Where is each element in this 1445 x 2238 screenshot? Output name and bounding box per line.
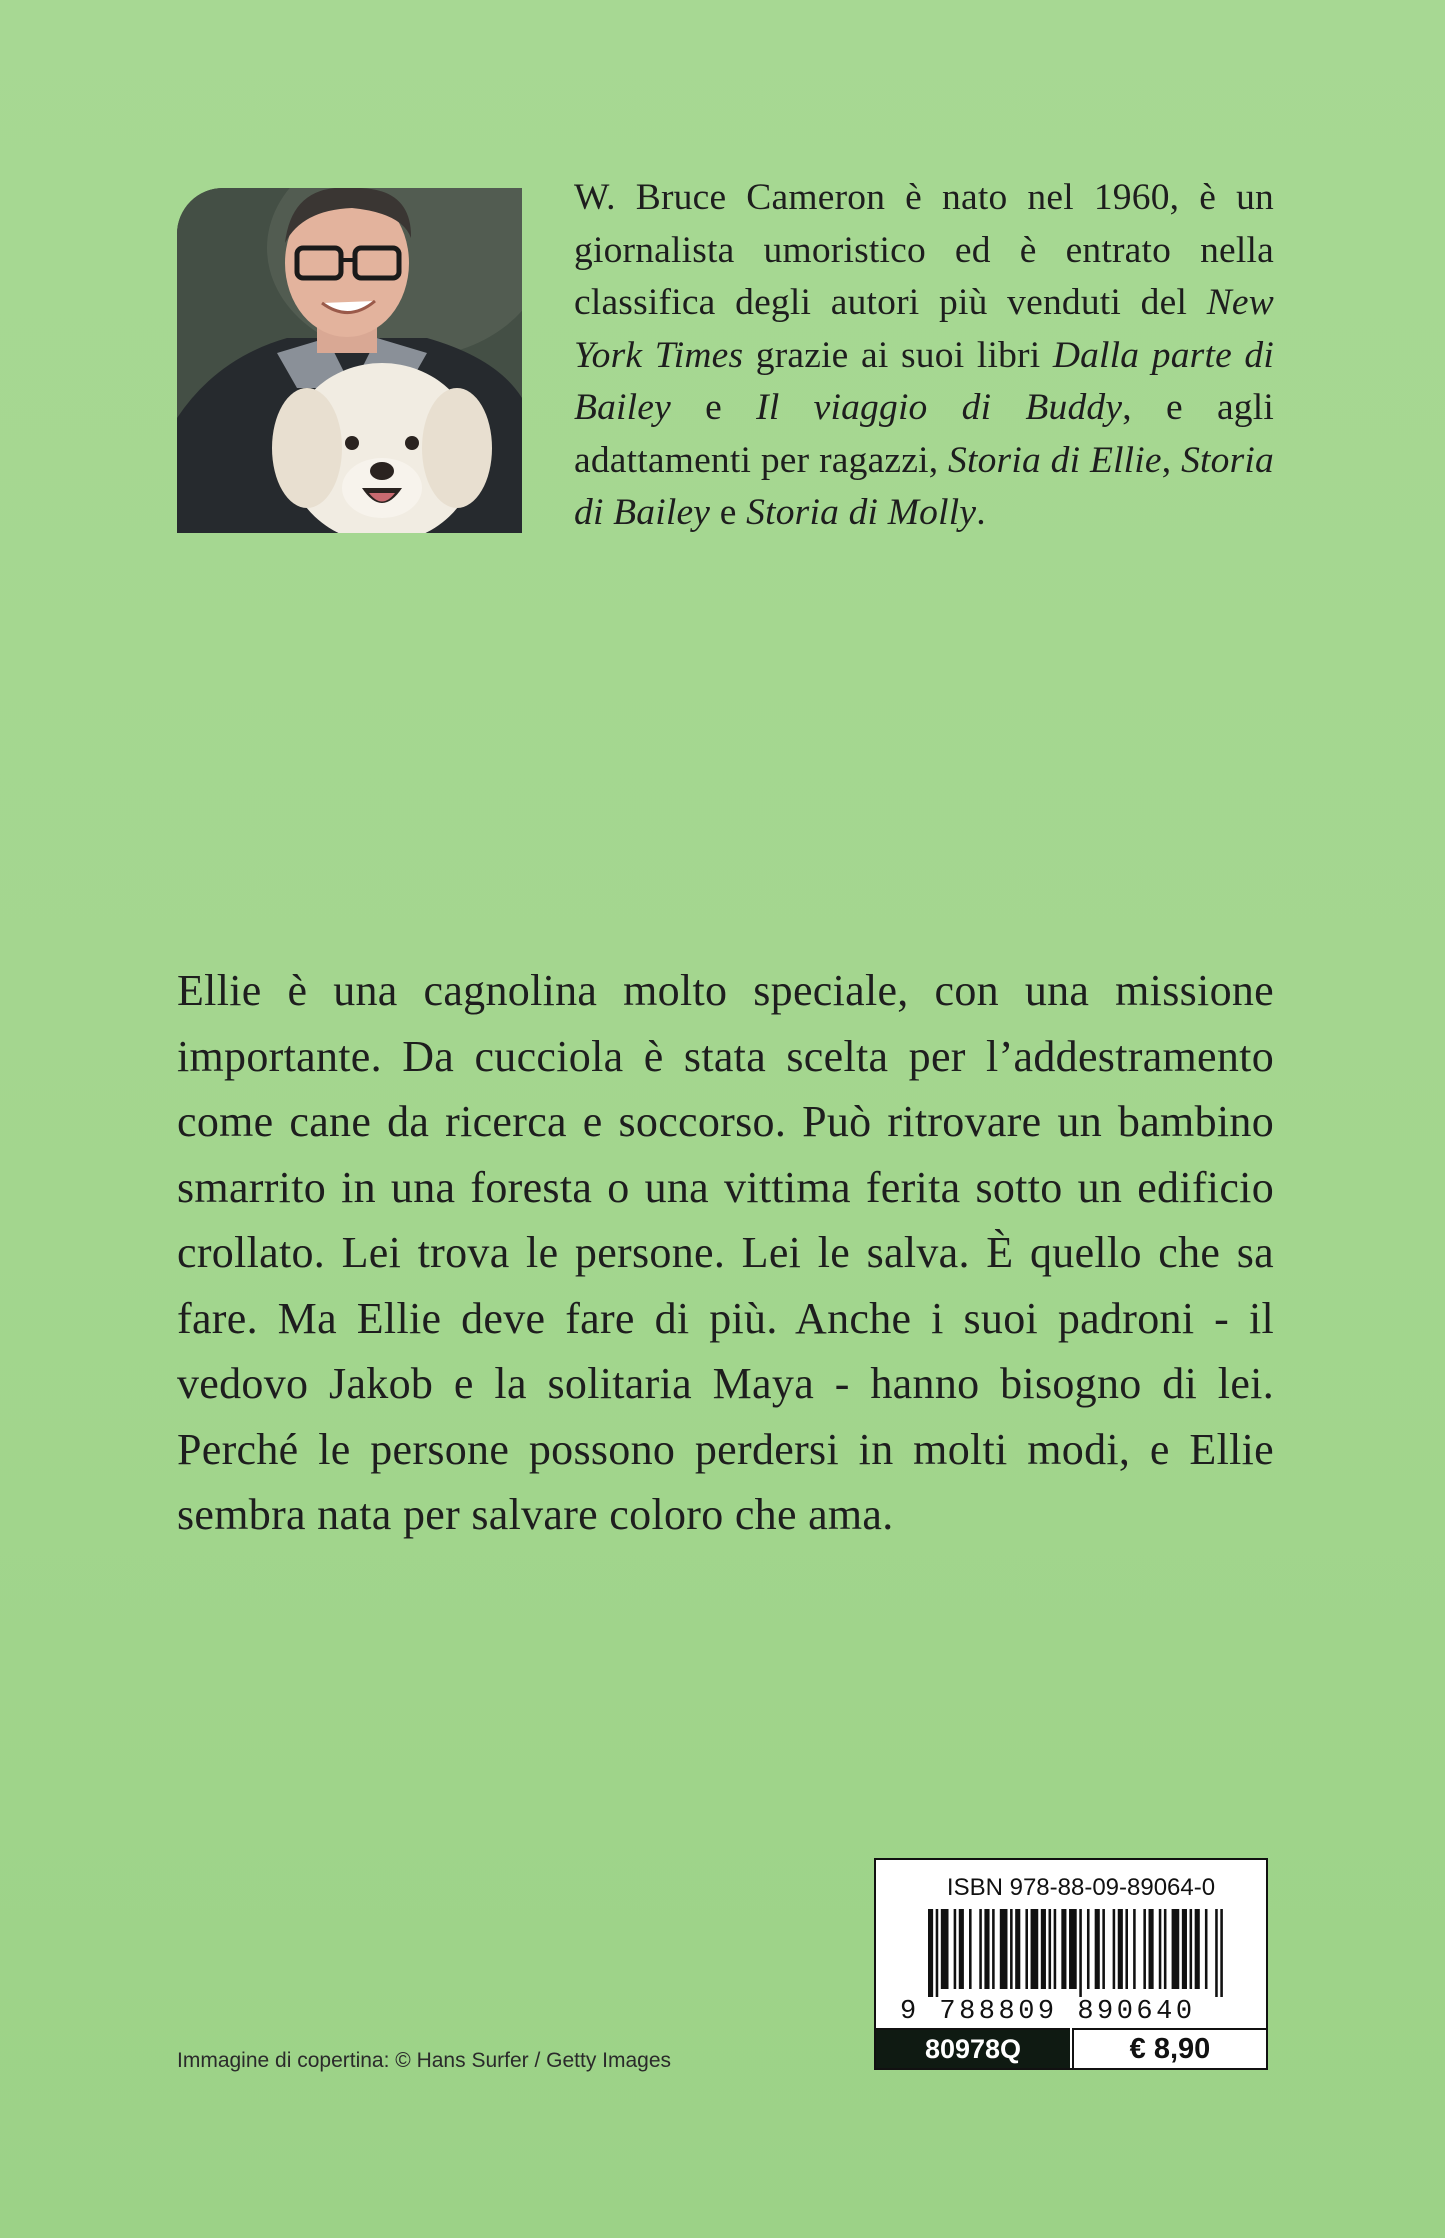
barcode-digits: 9 788809 890640: [900, 1997, 1196, 2027]
cover-image-credit: Immagine di copertina: © Hans Surfer / Getty Images: [177, 2049, 672, 2072]
isbn-label: ISBN 978-88-09-89064-0: [946, 1874, 1216, 1901]
author-photo: [177, 188, 522, 533]
author-bio: W. Bruce Cameron è nato nel 1960, è un giornalista umoristico ed è entrato nella classifica degli autori più venduti del New York Times grazie ai suoi libri Dalla parte di Bailey e Il viaggio di Buddy, e agli adattamenti per ragazzi, Storia di Ellie, Storia di Bailey e Storia di Molly.: [574, 177, 1274, 533]
product-code: 80978Q: [876, 2028, 1070, 2068]
barcode-box: [874, 1858, 1268, 2070]
price: € 8,90: [1072, 2028, 1266, 2068]
book-blurb: Ellie è una cagnolina molto speciale, con una missione importante. Da cucciola è stata scelta per l’addestramento come cane da ricerca e soccorso. Può ritrovare un bambino smarrito in una foresta o una vittima ferita sotto un edificio crollato. Lei trova le persone. Lei le salva. È quello che sa fare. Ma Ellie deve fare di più. Anche i suoi padroni - il vedovo Jakob e la solitaria Maya - hanno bisogno di lei. Perché le persone possono perdersi in molti modi, e Ellie sembra nata per salvare coloro che ama.: [177, 966, 1274, 1539]
barcode-bars: [928, 1909, 1228, 1997]
